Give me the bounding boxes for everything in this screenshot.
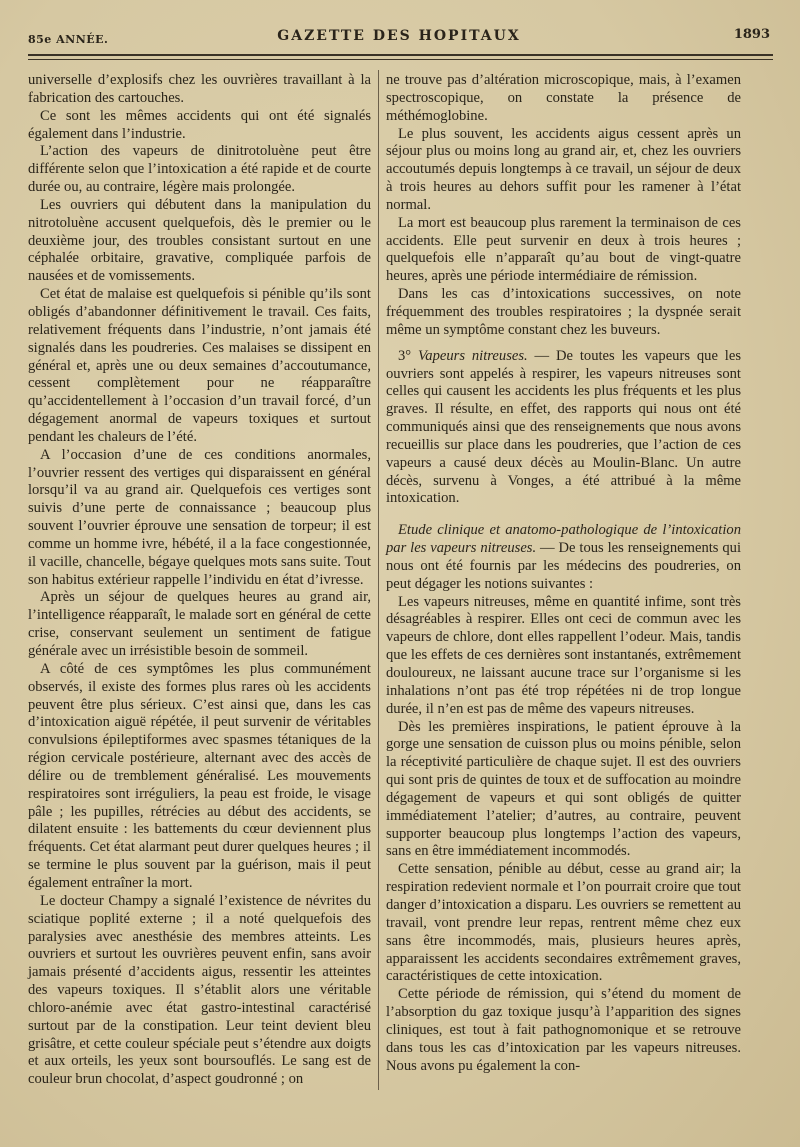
subsection-body: — De tous les renseignements qui nous ont été fournis par les médecins des poudreries, on peut dégager les notions suivantes : [386,540,742,592]
publication-title: GAZETTE DES HOPITAUX [277,28,521,44]
paragraph: Le docteur Champy a signalé l’existence de névrites du sciatique poplité externe ; il a noté quelquefois des paralysies avec anesthésie des membres atteints. Les ouvriers et surtout les ouvrières peuvent enfin, sans avoir jamais présenté d’accidents aigus, ressentir les atteintes des vapeurs toxiques. Il s’établit alors une véritable chloro-anémie avec état gastro-intestinal caractérisé surtout par de la constipation. Leur teint devient bleu grisâtre, et cette couleur spéciale peut s’étendre aux doigts et aux orteils, les yeux sont boursouflés. Le sang est de couleur brun chocolat, d’aspect goudronné ; on [28,892,371,1088]
paragraph: ne trouve pas d’altération microscopique, mais, à l’examen spectroscopique, on constate la présence de méthémoglobine. [386,72,741,124]
paragraph: Dès les premières inspirations, le patient éprouve à la gorge une sensation de cuisson plus ou moins pénible, selon la réceptivité particulière de chaque sujet. Il est des ouvriers qui sont pris de quintes de toux et de suffocation au moindre dégagement de vapeurs et qui sont obligés de quitter immédiatement l’atelier; d’autres, au contraire, peuvent supporter beaucoup plus longtemps l’action des vapeurs, sans en être immédiatement incommodés. [386,718,741,860]
right-column [386,72,741,1075]
left-column [28,72,371,1089]
section-number: 3° [398,347,412,364]
paragraph: Cette période de rémission, qui s’étend du moment de l’absorption du gaz toxique jusqu’à l’apparition des signes cliniques, est tout à fait pathognomonique et se retrouve dans tous les cas d’intoxication par les vapeurs nitreuses. Nous avons pu également la con- [386,986,741,1074]
paragraph: Le plus souvent, les accidents aigus cessent après un séjour plus ou moins long au grand air, et, chez les ouvriers accoutumés depuis longtemps à ce travail, un séjour de deux à trois heures au dehors suffit pour les ramener à l’état normal. [386,125,741,213]
subsection-heading: Etude clinique et anatomo-pathologique de l’intoxication par les vapeurs nitreuses. [386,522,741,557]
paragraph: Ce sont les mêmes accidents qui ont été signalés également dans l’industrie. [28,107,371,142]
section-vapeurs-nitreuses [386,348,741,509]
header-rule-thick [28,54,773,56]
page-header [28,26,770,50]
column-divider [378,70,379,1090]
paragraph: A côté de ces symptômes les plus communément observés, il existe des formes plus rares où les accidents peuvent être plus sérieux. C’est ainsi que, dans les cas d’intoxication aiguë répétée, il peut survenir de véritables convulsions épileptiformes avec spasmes tétaniques de la région cervicale postérieure, alternant avec des accès de délire ou de tremblement généralisé. Les mouvements respiratoires sont irréguliers, la peau est froide, le visage pâle ; les pupilles, rétrécies au début des accidents, se dilatent ensuite : les battements du cœur deviennent plus fréquents. Cet état alarmant peut durer quelques heures ; il se termine le plus souvent par la guérison, mais il peut également entraîner la mort. [28,660,371,891]
volume-year: 85e ANNÉE. [28,33,109,46]
paragraph: Cet état de malaise est quelquefois si pénible qu’ils sont obligés d’abandonner définitivement le travail. Ces faits, relativement fréquents dans l’industrie, n’ont jamais été signalés dans les poudreries. Ces malaises se dissipent en général et, après une ou deux semaines d’accoutumance, cessent complètement pour ne réapparaître qu’accidentellement à l’occasion d’un travail forcé, d’un dégagement anormal de vapeurs toxiques et surtout pendant les chaleurs de l’été. [28,286,371,445]
paragraph: Les ouvriers qui débutent dans la manipulation du nitrotoluène accusent quelquefois, dès le premier ou le deuxième jour, des troubles consistant surtout en une céphalée orbitaire, gravative, compliquée parfois de nausées et de vomissements. [28,196,371,285]
paragraph: Les vapeurs nitreuses, même en quantité infime, sont très désagréables à respirer. Elles ont ceci de commun avec les vapeurs de chlore, dont elles rappellent l’odeur. Mais, tandis que les effets de ces dernières sont instantanés, extrêmement douloureux, ne laissant aucune trace sur l’organisme si les inhalations n’ont pas été trop répétées ni de trop longue durée, il n’en est pas de même des vapeurs nitreuses. [386,593,741,717]
paragraph: L’action des vapeurs de dinitrotoluène peut être différente selon que l’intoxication a été rapide et de courte durée ou, au contraire, légère mais prolongée. [28,143,371,196]
paragraph: universelle d’explosifs chez les ouvrières travaillant à la fabrication des cartouches. [28,72,371,106]
page-number: 1893 [733,27,770,42]
section-heading: Vapeurs nitreuses. [418,347,528,364]
paragraph: Après un séjour de quelques heures au grand air, l’intelligence réapparaît, le malade sort en général de cette crise, conservant seulement un sentiment de fatigue générale avec un irrésistible besoin de sommeil. [28,589,371,659]
paragraph: Dans les cas d’intoxications successives, on note fréquemment des troubles respiratoires ; la dyspnée serait même un symptôme constant chez les buveurs. [386,286,741,338]
subsection-etude-clinique [386,522,741,593]
paragraph: Cette sensation, pénible au début, cesse au grand air; la respiration redevient normale et l’on pourrait croire que tout danger d’intoxication a disparu. Les ouvriers se remettent au travail, vont prendre leur repas, rentrent même chez eux sans être incommodés, mais, plusieurs heures après, apparaissent les accidents secondaires extrêmement graves, caractéristiques de cette intoxication. [386,861,741,985]
paragraph: La mort est beaucoup plus rarement la terminaison de ces accidents. Elle peut survenir en deux à trois heures ; quelquefois elle n’apparaît qu’au bout de vingt-quatre heures, après une période intermédiaire de rémission. [386,214,741,285]
section-body: — De toutes les vapeurs que les ouvriers sont appelés à respirer, les vapeurs nitreuses sont celles qui causent les accidents les plus fréquents et les plus graves. Il résulte, en effet, des rapports qui nous ont été communiqués ainsi que des renseignements que nous avons recueillis sur place dans les poudreries, que l’action de ces vapeurs a causé deux décès au Moulin-Blanc. Un autre décès, survenu à Vonges, a été attribué à la même intoxication. [386,347,741,507]
paragraph: A l’occasion d’une de ces conditions anormales, l’ouvrier ressent des vertiges qui disparaissent en général lorsqu’il va au grand air. Quelquefois ces vertiges sont suivis d’une perte de connaissance ; beaucoup plus souvent l’ouvrier éprouve une sensation de torpeur; il est comme un homme ivre, hébété, il a la face congestionnée, il vacille, chancelle, bégaye quelques mots sans suite. Tout son habitus extérieur rappelle l’individu en état d’ivresse. [28,446,371,588]
header-rule-thin [28,59,773,60]
